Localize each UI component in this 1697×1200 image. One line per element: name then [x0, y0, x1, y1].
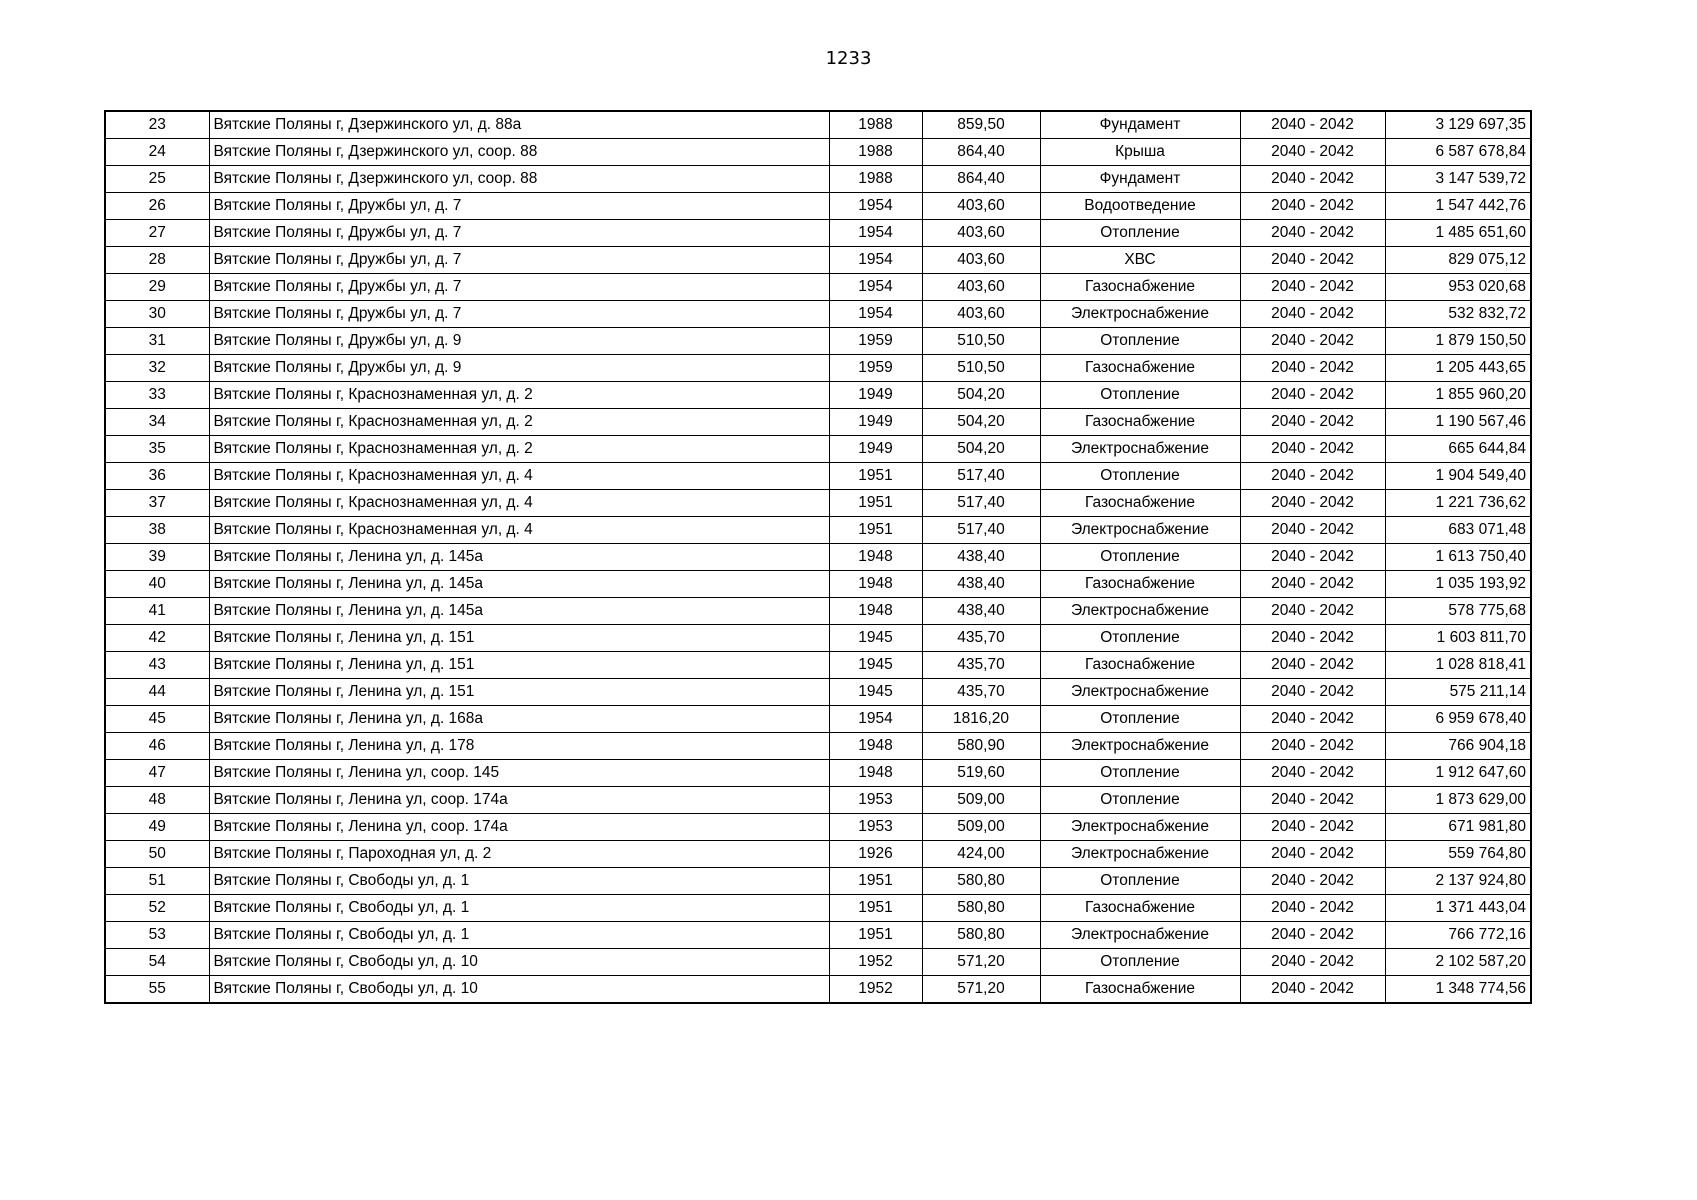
address-cell: Вятские Поляны г, Дружбы ул, д. 7 [209, 274, 829, 301]
table-row [105, 544, 1531, 571]
row-number-cell: 27 [105, 220, 209, 247]
address-cell: Вятские Поляны г, Ленина ул, д. 151 [209, 652, 829, 679]
cost-cell: 1 190 567,46 [1385, 409, 1531, 436]
table-row [105, 652, 1531, 679]
planned-period-cell: 2040 - 2042 [1240, 193, 1385, 220]
cost-cell: 683 071,48 [1385, 517, 1531, 544]
year-built-cell: 1949 [829, 409, 922, 436]
address-cell: Вятские Поляны г, Ленина ул, д. 168а [209, 706, 829, 733]
year-built-cell: 1954 [829, 220, 922, 247]
area-cell: 435,70 [922, 679, 1040, 706]
row-number-cell: 43 [105, 652, 209, 679]
work-type-cell: Электроснабжение [1040, 598, 1240, 625]
planned-period-cell: 2040 - 2042 [1240, 274, 1385, 301]
table-row [105, 949, 1531, 976]
cost-cell: 1 547 442,76 [1385, 193, 1531, 220]
row-number-cell: 53 [105, 922, 209, 949]
year-built-cell: 1948 [829, 598, 922, 625]
year-built-cell: 1988 [829, 111, 922, 139]
planned-period-cell: 2040 - 2042 [1240, 490, 1385, 517]
cost-cell: 671 981,80 [1385, 814, 1531, 841]
table-row [105, 625, 1531, 652]
cost-cell: 766 772,16 [1385, 922, 1531, 949]
cost-cell: 766 904,18 [1385, 733, 1531, 760]
year-built-cell: 1948 [829, 571, 922, 598]
area-cell: 517,40 [922, 463, 1040, 490]
planned-period-cell: 2040 - 2042 [1240, 625, 1385, 652]
area-cell: 435,70 [922, 625, 1040, 652]
cost-cell: 578 775,68 [1385, 598, 1531, 625]
address-cell: Вятские Поляны г, Дружбы ул, д. 9 [209, 355, 829, 382]
work-type-cell: Электроснабжение [1040, 301, 1240, 328]
row-number-cell: 41 [105, 598, 209, 625]
table-row [105, 301, 1531, 328]
address-cell: Вятские Поляны г, Ленина ул, соор. 145 [209, 760, 829, 787]
planned-period-cell: 2040 - 2042 [1240, 355, 1385, 382]
work-type-cell: Газоснабжение [1040, 409, 1240, 436]
cost-cell: 1 221 736,62 [1385, 490, 1531, 517]
row-number-cell: 40 [105, 571, 209, 598]
cost-cell: 1 035 193,92 [1385, 571, 1531, 598]
table-row [105, 787, 1531, 814]
area-cell: 517,40 [922, 517, 1040, 544]
row-number-cell: 34 [105, 409, 209, 436]
cost-cell: 1 485 651,60 [1385, 220, 1531, 247]
table-row [105, 922, 1531, 949]
area-cell: 403,60 [922, 193, 1040, 220]
planned-period-cell: 2040 - 2042 [1240, 733, 1385, 760]
address-cell: Вятские Поляны г, Ленина ул, д. 145а [209, 598, 829, 625]
row-number-cell: 24 [105, 139, 209, 166]
table-row [105, 220, 1531, 247]
area-cell: 864,40 [922, 139, 1040, 166]
year-built-cell: 1949 [829, 436, 922, 463]
cost-cell: 6 959 678,40 [1385, 706, 1531, 733]
work-type-cell: Газоснабжение [1040, 274, 1240, 301]
work-type-cell: Газоснабжение [1040, 895, 1240, 922]
table-row [105, 166, 1531, 193]
table-row [105, 490, 1531, 517]
planned-period-cell: 2040 - 2042 [1240, 436, 1385, 463]
address-cell: Вятские Поляны г, Дружбы ул, д. 7 [209, 247, 829, 274]
work-type-cell: Газоснабжение [1040, 571, 1240, 598]
year-built-cell: 1954 [829, 247, 922, 274]
cost-cell: 1 603 811,70 [1385, 625, 1531, 652]
table-row [105, 382, 1531, 409]
cost-cell: 575 211,14 [1385, 679, 1531, 706]
work-type-cell: ХВС [1040, 247, 1240, 274]
address-cell: Вятские Поляны г, Свободы ул, д. 1 [209, 868, 829, 895]
year-built-cell: 1951 [829, 922, 922, 949]
address-cell: Вятские Поляны г, Дзержинского ул, соор. 88 [209, 139, 829, 166]
year-built-cell: 1926 [829, 841, 922, 868]
cost-cell: 1 028 818,41 [1385, 652, 1531, 679]
planned-period-cell: 2040 - 2042 [1240, 922, 1385, 949]
year-built-cell: 1945 [829, 679, 922, 706]
cost-cell: 953 020,68 [1385, 274, 1531, 301]
year-built-cell: 1945 [829, 652, 922, 679]
area-cell: 580,80 [922, 922, 1040, 949]
address-cell: Вятские Поляны г, Краснознаменная ул, д. 4 [209, 463, 829, 490]
year-built-cell: 1988 [829, 166, 922, 193]
cost-cell: 665 644,84 [1385, 436, 1531, 463]
work-type-cell: Электроснабжение [1040, 814, 1240, 841]
work-type-cell: Отопление [1040, 625, 1240, 652]
planned-period-cell: 2040 - 2042 [1240, 166, 1385, 193]
row-number-cell: 37 [105, 490, 209, 517]
work-type-cell: Газоснабжение [1040, 652, 1240, 679]
year-built-cell: 1948 [829, 733, 922, 760]
work-type-cell: Фундамент [1040, 111, 1240, 139]
area-cell: 859,50 [922, 111, 1040, 139]
work-type-cell: Отопление [1040, 544, 1240, 571]
address-cell: Вятские Поляны г, Ленина ул, д. 145а [209, 571, 829, 598]
address-cell: Вятские Поляны г, Дружбы ул, д. 7 [209, 301, 829, 328]
year-built-cell: 1954 [829, 193, 922, 220]
work-type-cell: Отопление [1040, 949, 1240, 976]
cost-cell: 1 371 443,04 [1385, 895, 1531, 922]
work-type-cell: Фундамент [1040, 166, 1240, 193]
year-built-cell: 1952 [829, 976, 922, 1004]
repair-schedule-table [104, 110, 1532, 1004]
cost-cell: 1 613 750,40 [1385, 544, 1531, 571]
year-built-cell: 1951 [829, 895, 922, 922]
cost-cell: 1 205 443,65 [1385, 355, 1531, 382]
year-built-cell: 1954 [829, 274, 922, 301]
year-built-cell: 1952 [829, 949, 922, 976]
year-built-cell: 1948 [829, 760, 922, 787]
table-row [105, 247, 1531, 274]
address-cell: Вятские Поляны г, Ленина ул, соор. 174а [209, 814, 829, 841]
address-cell: Вятские Поляны г, Краснознаменная ул, д. 2 [209, 436, 829, 463]
table-row [105, 868, 1531, 895]
planned-period-cell: 2040 - 2042 [1240, 247, 1385, 274]
year-built-cell: 1945 [829, 625, 922, 652]
row-number-cell: 42 [105, 625, 209, 652]
row-number-cell: 23 [105, 111, 209, 139]
address-cell: Вятские Поляны г, Ленина ул, д. 178 [209, 733, 829, 760]
table-row [105, 571, 1531, 598]
year-built-cell: 1988 [829, 139, 922, 166]
work-type-cell: Электроснабжение [1040, 679, 1240, 706]
row-number-cell: 51 [105, 868, 209, 895]
area-cell: 580,90 [922, 733, 1040, 760]
area-cell: 510,50 [922, 355, 1040, 382]
row-number-cell: 38 [105, 517, 209, 544]
cost-cell: 1 855 960,20 [1385, 382, 1531, 409]
area-cell: 403,60 [922, 247, 1040, 274]
address-cell: Вятские Поляны г, Дзержинского ул, д. 88а [209, 111, 829, 139]
address-cell: Вятские Поляны г, Ленина ул, д. 151 [209, 625, 829, 652]
planned-period-cell: 2040 - 2042 [1240, 706, 1385, 733]
table-row [105, 706, 1531, 733]
work-type-cell: Отопление [1040, 760, 1240, 787]
cost-cell: 1 912 647,60 [1385, 760, 1531, 787]
row-number-cell: 55 [105, 976, 209, 1004]
year-built-cell: 1951 [829, 490, 922, 517]
year-built-cell: 1954 [829, 301, 922, 328]
cost-cell: 2 137 924,80 [1385, 868, 1531, 895]
table-row [105, 733, 1531, 760]
row-number-cell: 45 [105, 706, 209, 733]
area-cell: 1816,20 [922, 706, 1040, 733]
row-number-cell: 44 [105, 679, 209, 706]
table-body [105, 111, 1531, 1003]
planned-period-cell: 2040 - 2042 [1240, 652, 1385, 679]
cost-cell: 829 075,12 [1385, 247, 1531, 274]
row-number-cell: 32 [105, 355, 209, 382]
row-number-cell: 31 [105, 328, 209, 355]
row-number-cell: 29 [105, 274, 209, 301]
work-type-cell: Отопление [1040, 382, 1240, 409]
table-row [105, 193, 1531, 220]
planned-period-cell: 2040 - 2042 [1240, 544, 1385, 571]
planned-period-cell: 2040 - 2042 [1240, 841, 1385, 868]
work-type-cell: Водоотведение [1040, 193, 1240, 220]
area-cell: 424,00 [922, 841, 1040, 868]
cost-cell: 1 873 629,00 [1385, 787, 1531, 814]
year-built-cell: 1951 [829, 868, 922, 895]
area-cell: 510,50 [922, 328, 1040, 355]
area-cell: 438,40 [922, 598, 1040, 625]
table-row [105, 517, 1531, 544]
year-built-cell: 1954 [829, 706, 922, 733]
address-cell: Вятские Поляны г, Дружбы ул, д. 9 [209, 328, 829, 355]
area-cell: 403,60 [922, 301, 1040, 328]
area-cell: 504,20 [922, 409, 1040, 436]
planned-period-cell: 2040 - 2042 [1240, 814, 1385, 841]
row-number-cell: 46 [105, 733, 209, 760]
cost-cell: 1 348 774,56 [1385, 976, 1531, 1004]
planned-period-cell: 2040 - 2042 [1240, 760, 1385, 787]
year-built-cell: 1951 [829, 517, 922, 544]
table-row [105, 841, 1531, 868]
work-type-cell: Газоснабжение [1040, 490, 1240, 517]
row-number-cell: 39 [105, 544, 209, 571]
year-built-cell: 1959 [829, 355, 922, 382]
address-cell: Вятские Поляны г, Пароходная ул, д. 2 [209, 841, 829, 868]
address-cell: Вятские Поляны г, Ленина ул, д. 145а [209, 544, 829, 571]
area-cell: 435,70 [922, 652, 1040, 679]
table-row [105, 814, 1531, 841]
page-number: 1233 [825, 48, 872, 69]
table-row [105, 436, 1531, 463]
work-type-cell: Газоснабжение [1040, 976, 1240, 1004]
planned-period-cell: 2040 - 2042 [1240, 517, 1385, 544]
planned-period-cell: 2040 - 2042 [1240, 301, 1385, 328]
work-type-cell: Крыша [1040, 139, 1240, 166]
planned-period-cell: 2040 - 2042 [1240, 571, 1385, 598]
address-cell: Вятские Поляны г, Ленина ул, соор. 174а [209, 787, 829, 814]
planned-period-cell: 2040 - 2042 [1240, 139, 1385, 166]
area-cell: 517,40 [922, 490, 1040, 517]
planned-period-cell: 2040 - 2042 [1240, 111, 1385, 139]
area-cell: 403,60 [922, 274, 1040, 301]
row-number-cell: 33 [105, 382, 209, 409]
work-type-cell: Отопление [1040, 706, 1240, 733]
area-cell: 580,80 [922, 895, 1040, 922]
cost-cell: 559 764,80 [1385, 841, 1531, 868]
planned-period-cell: 2040 - 2042 [1240, 463, 1385, 490]
cost-cell: 1 904 549,40 [1385, 463, 1531, 490]
planned-period-cell: 2040 - 2042 [1240, 382, 1385, 409]
address-cell: Вятские Поляны г, Ленина ул, д. 151 [209, 679, 829, 706]
work-type-cell: Электроснабжение [1040, 517, 1240, 544]
row-number-cell: 47 [105, 760, 209, 787]
cost-cell: 3 129 697,35 [1385, 111, 1531, 139]
work-type-cell: Электроснабжение [1040, 841, 1240, 868]
table-row [105, 760, 1531, 787]
row-number-cell: 36 [105, 463, 209, 490]
row-number-cell: 48 [105, 787, 209, 814]
planned-period-cell: 2040 - 2042 [1240, 598, 1385, 625]
planned-period-cell: 2040 - 2042 [1240, 787, 1385, 814]
cost-cell: 2 102 587,20 [1385, 949, 1531, 976]
work-type-cell: Электроснабжение [1040, 922, 1240, 949]
work-type-cell: Отопление [1040, 328, 1240, 355]
table-row [105, 598, 1531, 625]
row-number-cell: 54 [105, 949, 209, 976]
cost-cell: 6 587 678,84 [1385, 139, 1531, 166]
area-cell: 519,60 [922, 760, 1040, 787]
work-type-cell: Газоснабжение [1040, 355, 1240, 382]
area-cell: 504,20 [922, 382, 1040, 409]
area-cell: 571,20 [922, 976, 1040, 1004]
row-number-cell: 50 [105, 841, 209, 868]
year-built-cell: 1953 [829, 787, 922, 814]
area-cell: 438,40 [922, 571, 1040, 598]
table-row [105, 679, 1531, 706]
row-number-cell: 25 [105, 166, 209, 193]
row-number-cell: 30 [105, 301, 209, 328]
address-cell: Вятские Поляны г, Дружбы ул, д. 7 [209, 220, 829, 247]
year-built-cell: 1949 [829, 382, 922, 409]
cost-cell: 532 832,72 [1385, 301, 1531, 328]
table-row [105, 895, 1531, 922]
area-cell: 509,00 [922, 787, 1040, 814]
year-built-cell: 1953 [829, 814, 922, 841]
year-built-cell: 1951 [829, 463, 922, 490]
cost-cell: 1 879 150,50 [1385, 328, 1531, 355]
cost-cell: 3 147 539,72 [1385, 166, 1531, 193]
work-type-cell: Электроснабжение [1040, 436, 1240, 463]
address-cell: Вятские Поляны г, Дружбы ул, д. 7 [209, 193, 829, 220]
work-type-cell: Отопление [1040, 220, 1240, 247]
address-cell: Вятские Поляны г, Краснознаменная ул, д. 4 [209, 517, 829, 544]
planned-period-cell: 2040 - 2042 [1240, 328, 1385, 355]
table-row [105, 328, 1531, 355]
row-number-cell: 52 [105, 895, 209, 922]
work-type-cell: Отопление [1040, 463, 1240, 490]
row-number-cell: 28 [105, 247, 209, 274]
work-type-cell: Отопление [1040, 868, 1240, 895]
planned-period-cell: 2040 - 2042 [1240, 220, 1385, 247]
row-number-cell: 49 [105, 814, 209, 841]
address-cell: Вятские Поляны г, Краснознаменная ул, д. 2 [209, 409, 829, 436]
planned-period-cell: 2040 - 2042 [1240, 976, 1385, 1004]
table-row [105, 463, 1531, 490]
area-cell: 403,60 [922, 220, 1040, 247]
area-cell: 504,20 [922, 436, 1040, 463]
address-cell: Вятские Поляны г, Дзержинского ул, соор. 88 [209, 166, 829, 193]
table-row [105, 409, 1531, 436]
address-cell: Вятские Поляны г, Краснознаменная ул, д. 2 [209, 382, 829, 409]
planned-period-cell: 2040 - 2042 [1240, 868, 1385, 895]
planned-period-cell: 2040 - 2042 [1240, 949, 1385, 976]
area-cell: 571,20 [922, 949, 1040, 976]
table-row [105, 355, 1531, 382]
address-cell: Вятские Поляны г, Свободы ул, д. 10 [209, 949, 829, 976]
planned-period-cell: 2040 - 2042 [1240, 409, 1385, 436]
address-cell: Вятские Поляны г, Свободы ул, д. 10 [209, 976, 829, 1004]
table-row [105, 274, 1531, 301]
year-built-cell: 1959 [829, 328, 922, 355]
row-number-cell: 35 [105, 436, 209, 463]
address-cell: Вятские Поляны г, Краснознаменная ул, д. 4 [209, 490, 829, 517]
work-type-cell: Отопление [1040, 787, 1240, 814]
table-row [105, 111, 1531, 139]
address-cell: Вятские Поляны г, Свободы ул, д. 1 [209, 922, 829, 949]
table-row [105, 139, 1531, 166]
area-cell: 438,40 [922, 544, 1040, 571]
year-built-cell: 1948 [829, 544, 922, 571]
work-type-cell: Электроснабжение [1040, 733, 1240, 760]
row-number-cell: 26 [105, 193, 209, 220]
area-cell: 509,00 [922, 814, 1040, 841]
address-cell: Вятские Поляны г, Свободы ул, д. 1 [209, 895, 829, 922]
planned-period-cell: 2040 - 2042 [1240, 895, 1385, 922]
area-cell: 864,40 [922, 166, 1040, 193]
planned-period-cell: 2040 - 2042 [1240, 679, 1385, 706]
area-cell: 580,80 [922, 868, 1040, 895]
table-row [105, 976, 1531, 1004]
